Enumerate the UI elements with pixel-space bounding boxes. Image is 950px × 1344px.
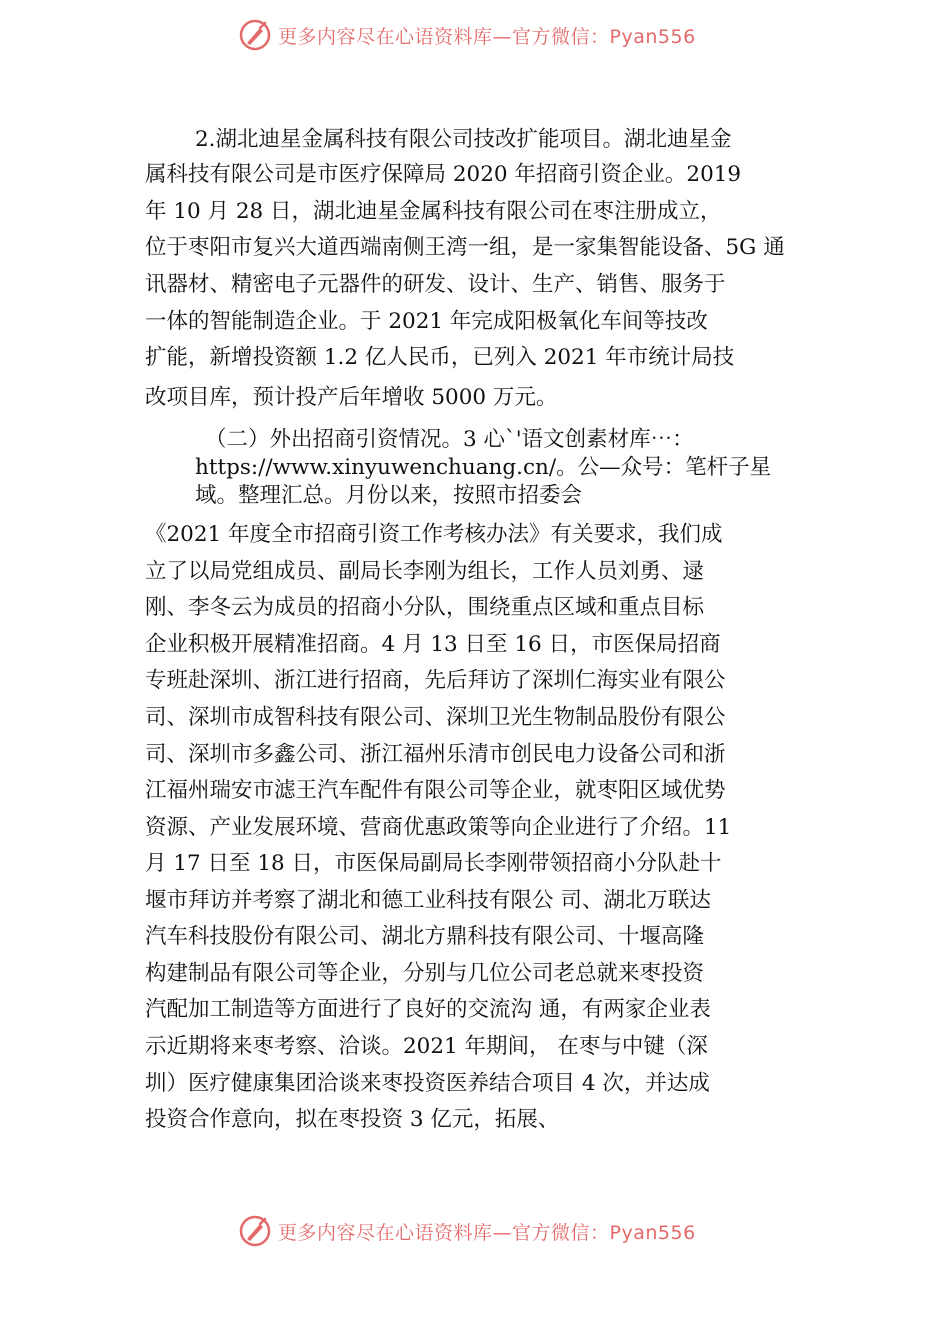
text-line: 江福州瑞安市滤王汽车配件有限公司等企业，就枣阳区域优势 [145,778,726,803]
text-line: 企业积极开展精准招商。4 月 13 日至 16 日，市医保局招商 [145,632,721,657]
pen-logo-icon [238,1214,272,1248]
text-line: 位于枣阳市复兴大道西端南侧王湾一组，是一家集智能设备、5G 通 [145,235,785,260]
text-line: 扩能，新增投资额 1.2 亿人民币，已列入 2021 年市统计局技 [145,345,735,370]
text-line: 改项目库，预计投产后年增收 5000 万元。 [145,385,558,410]
text-line: 汽车科技股份有限公司、湖北方鼎科技有限公司、十堰高隆 [145,924,705,949]
text-line: https://www.xinyuwenchuang.cn/。公—众号：笔杆子星 [195,455,772,480]
watermark-text: 更多内容尽在心语资料库—官方微信：Pyan556 [278,25,696,48]
text-line: 堰市拜访并考察了湖北和德工业科技有限公 司、湖北万联达 [145,888,711,913]
watermark-header [238,18,696,52]
text-line: 域。整理汇总。月份以来，按照市招委会 [195,483,583,508]
text-line: 《2021 年度全市招商引资工作考核办法》有关要求，我们成 [145,522,723,547]
text-line: 2.湖北迪星金属科技有限公司技改扩能项目。湖北迪星金 [195,127,732,152]
text-line: 立了以局党组成员、副局长李刚为组长，工作人员刘勇、逯 [145,559,705,584]
text-line: 一体的智能制造企业。于 2021 年完成阳极氧化车间等技改 [145,309,708,334]
pen-logo-icon [238,18,272,52]
text-line: （二）外出招商引资情况。3 心`'语文创素材库⋯： [205,427,694,452]
text-line: 属科技有限公司是市医疗保障局 2020 年招商引资企业。2019 [145,162,742,187]
text-line: 资源、产业发展环境、营商优惠政策等向企业进行了介绍。11 [145,815,732,840]
text-line: 汽配加工制造等方面进行了良好的交流沟 通，有两家企业表 [145,997,711,1022]
text-line: 构建制品有限公司等企业，分别与几位公司老总就来枣投资 [145,961,705,986]
watermark-footer [238,1214,696,1248]
watermark-text: 更多内容尽在心语资料库—官方微信：Pyan556 [278,1221,696,1244]
text-line: 专班赴深圳、浙江进行招商，先后拜访了深圳仁海实业有限公 [145,668,726,693]
text-line: 刚、李冬云为成员的招商小分队，围绕重点区域和重点目标 [145,595,705,620]
text-line: 圳）医疗健康集团洽谈来枣投资医养结合项目 4 次，并达成 [145,1071,710,1096]
text-line: 讯器材、精密电子元器件的研发、设计、生产、销售、服务于 [145,272,726,297]
text-line: 示近期将来枣考察、洽谈。2021 年期间， 在枣与中键（深 [145,1034,708,1059]
text-line: 投资合作意向，拟在枣投资 3 亿元，拓展、 [145,1107,560,1132]
text-line: 年 10 月 28 日，湖北迪星金属科技有限公司在枣注册成立， [145,199,722,224]
text-line: 司、深圳市成智科技有限公司、深圳卫光生物制品股份有限公 [145,705,726,730]
text-line: 月 17 日至 18 日，市医保局副局长李刚带领招商小分队赴十 [145,851,722,876]
text-line: 司、深圳市多鑫公司、浙江福州乐清市创民电力设备公司和浙 [145,742,726,767]
